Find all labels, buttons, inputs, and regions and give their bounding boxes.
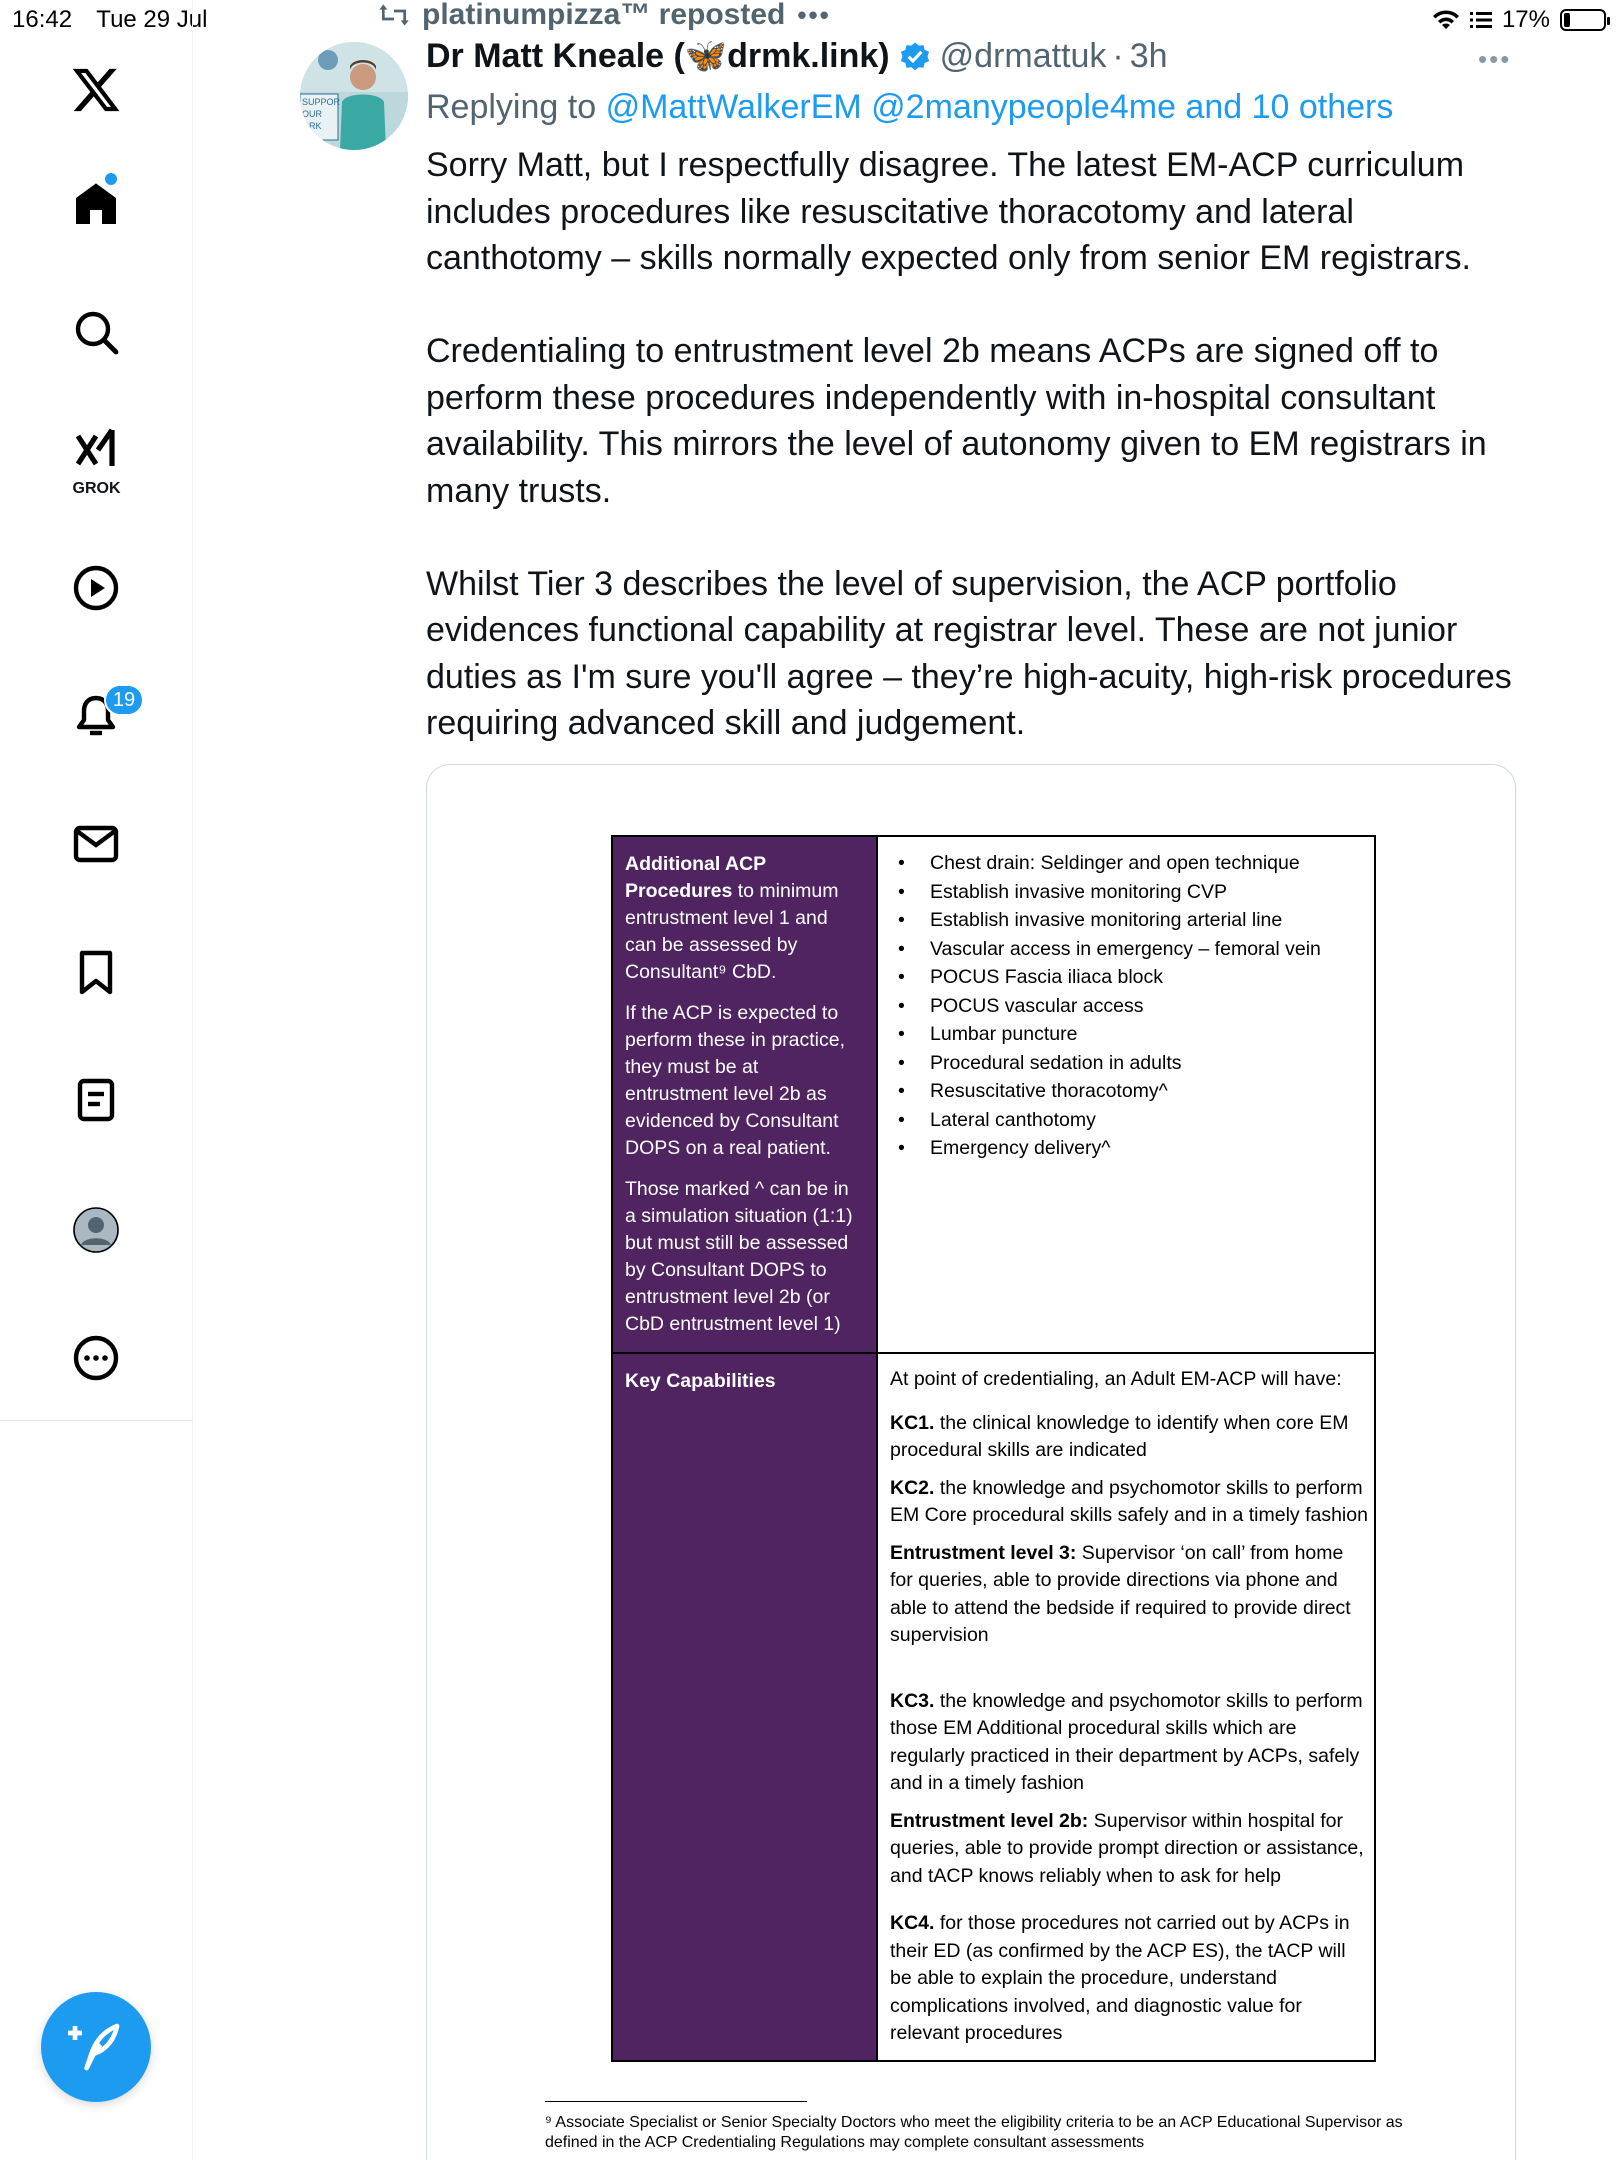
footnote: ⁹ Associate Specialist or Senior Specialty Doctors who meet the eligibility criteria to be an ACP Educational Supervisor as defined in the ACP Credentialing Regulations may complete consultant assessments — [545, 2114, 1403, 2151]
key-capabilities-intro: At point of credentialing, an Adult EM-ACP will have: — [890, 1368, 1342, 1390]
battery-level-fill — [1564, 13, 1570, 27]
svg-text:ORK: ORK — [302, 121, 322, 131]
capability-code: Entrustment level 3: — [890, 1541, 1077, 1564]
tweet-media-image[interactable] — [426, 764, 1516, 2160]
author-name[interactable]: Dr Matt Kneale (🦋drmk.link) — [426, 37, 890, 75]
status-time: 16:42 — [12, 6, 73, 33]
footnote-divider — [545, 2101, 807, 2102]
procedures-header-bold: Additional ACP Procedures — [625, 853, 766, 902]
wifi-icon — [1432, 9, 1460, 31]
home-icon[interactable] — [60, 168, 132, 240]
messages-envelope-icon[interactable] — [60, 808, 132, 880]
capability-text: Supervisor ‘on call’ from home for queries, able to provide directions via phone and able to attend the bedside if required to provide direct supervision — [890, 1541, 1351, 1646]
capability-text: the clinical knowledge to identify when core EM procedural skills are indicated — [890, 1411, 1349, 1461]
list-item: • Lateral canthotomy — [890, 1106, 1368, 1135]
list-item: • Lumbar puncture — [890, 1020, 1368, 1049]
search-icon[interactable] — [60, 296, 132, 368]
capability-code: KC1. — [890, 1411, 935, 1434]
list-item: • Emergency delivery^ — [890, 1134, 1368, 1163]
list-item: • Vascular access in emergency – femoral vein — [890, 935, 1368, 964]
battery-percent: 17% — [1501, 6, 1550, 33]
home-unread-dot — [105, 173, 117, 185]
list-item: • Establish invasive monitoring CVP — [890, 878, 1368, 907]
post-time[interactable]: 3h — [1129, 36, 1168, 75]
capability-code: KC2. — [890, 1476, 935, 1499]
procedures-header-rest: to minimum entrustment level 1 and can be assessed by Consultant⁹ CbD. — [625, 880, 839, 983]
capability-text: the knowledge and psychomotor skills to perform EM Core procedural skills safely and in a timely fashion — [890, 1476, 1368, 1526]
capability-code: KC3. — [890, 1689, 935, 1712]
tweet-header — [426, 36, 1168, 76]
replying-prefix: Replying to — [426, 88, 597, 126]
list-item: • POCUS Fascia iliaca block — [890, 963, 1368, 992]
replying-to-links[interactable]: @MattWalkerEM @2manypeople4me and 10 others — [605, 88, 1394, 126]
procedures-list-cell — [877, 836, 1375, 1353]
capability-text: the knowledge and psychomotor skills to perform those EM Additional procedural skills which are regularly practiced in their department by ACPs, safely and in a timely fashion — [890, 1689, 1363, 1794]
capability-item — [890, 1410, 1368, 1465]
repost-icon — [378, 1, 410, 29]
x-logo-icon[interactable] — [60, 54, 132, 126]
battery-icon — [1560, 9, 1606, 31]
replying-to — [426, 88, 1393, 127]
tweet-body — [426, 142, 1516, 793]
grok-label: GROK — [72, 480, 121, 497]
author-handle[interactable]: @drmattuk — [939, 36, 1107, 75]
sidebar-nav — [0, 0, 193, 2160]
video-play-icon[interactable] — [60, 552, 132, 624]
time-separator: · — [1112, 36, 1124, 75]
svg-text:SUPPOR: SUPPOR — [302, 97, 341, 107]
capability-text: for those procedures not carried out by ACPs in their ED (as confirmed by the ACP ES), the tACP will be able to explain the procedure, understand complications involved, and diagnostic value for relevant procedures — [890, 1912, 1350, 2044]
key-capabilities-cell — [877, 1353, 1375, 2061]
capability-item — [890, 1688, 1368, 1798]
verified-badge-icon — [898, 39, 932, 73]
tweet-paragraph: Whilst Tier 3 describes the level of supervision, the ACP portfolio evidences functional capability at registrar level. These are not junior duties as I'm sure you'll agree – they’re high-acuity, high-risk procedures requiring advanced skill and judgement. — [426, 564, 1512, 742]
compose-feather-icon — [68, 2019, 124, 2075]
capability-text: Supervisor within hospital for queries, able to provide prompt direction or assistance, and tACP knows reliably when to ask for help — [890, 1809, 1364, 1887]
list-item: • POCUS vascular access — [890, 992, 1368, 1021]
more-options-icon[interactable] — [60, 1322, 132, 1394]
svg-text:OUR: OUR — [302, 109, 322, 119]
repost-label[interactable]: platinumpizza™ reposted — [422, 0, 786, 31]
repost-indicator — [378, 0, 831, 32]
post-more-menu-icon[interactable]: ••• — [1478, 44, 1512, 74]
notification-count-badge: 19 — [104, 684, 144, 716]
bookmark-icon[interactable] — [60, 936, 132, 1008]
list-item: • Resuscitative thoracotomy^ — [890, 1077, 1368, 1106]
list-item: • Establish invasive monitoring arterial line — [890, 906, 1368, 935]
list-item: • Chest drain: Seldinger and open technique — [890, 849, 1368, 878]
table-row — [612, 1353, 1375, 2061]
procedures-header-cell — [612, 836, 877, 1353]
capability-item — [890, 1910, 1368, 2048]
status-bar-right — [1432, 6, 1606, 34]
capability-code: Entrustment level 2b: — [890, 1809, 1089, 1832]
procedures-expectation-text: If the ACP is expected to perform these in practice, they must be at entrustment level 2b as evidenced by Consultant DOPS on a real patient. — [625, 1002, 846, 1159]
list-item: • Procedural sedation in adults — [890, 1049, 1368, 1078]
grok-icon[interactable] — [60, 414, 132, 486]
key-capabilities-header-cell — [612, 1353, 877, 2061]
status-date: Tue 29 Jul — [96, 6, 208, 33]
simulation-note-text: Those marked ^ can be in a simulation situation (1:1) but must still be assessed by Consultant DOPS to entrustment level 2b (or CbD entrustment level 1) — [625, 1178, 853, 1335]
curriculum-table — [611, 835, 1376, 2062]
tweet-paragraph: Sorry Matt, but I respectfully disagree. The latest EM-ACP curriculum includes procedures like resuscitative thoracotomy and lateral canthotomy – skills normally expected only from senior EM registrars. — [426, 146, 1471, 277]
profile-avatar-icon[interactable] — [60, 1194, 132, 1266]
compose-post-button[interactable] — [41, 1992, 151, 2102]
sidebar-divider — [0, 1420, 193, 1421]
lists-icon[interactable] — [60, 1064, 132, 1136]
capability-item — [890, 1540, 1368, 1650]
tweet-paragraph: Credentialing to entrustment level 2b means ACPs are signed off to perform these procedures independently with in-hospital consultant availability. This mirrors the level of autonomy given to EM registrars in many trusts. — [426, 332, 1487, 510]
key-capabilities-label: Key Capabilities — [625, 1370, 776, 1392]
procedures-list — [890, 849, 1368, 1163]
capability-code: KC4. — [890, 1912, 935, 1934]
list-icon — [1470, 11, 1492, 29]
author-avatar[interactable] — [300, 42, 408, 150]
repost-more-dots: ••• — [797, 0, 831, 30]
capability-item — [890, 1808, 1368, 1891]
procedures-header-text — [625, 851, 864, 986]
capability-item — [890, 1475, 1368, 1530]
table-row — [612, 836, 1375, 1353]
